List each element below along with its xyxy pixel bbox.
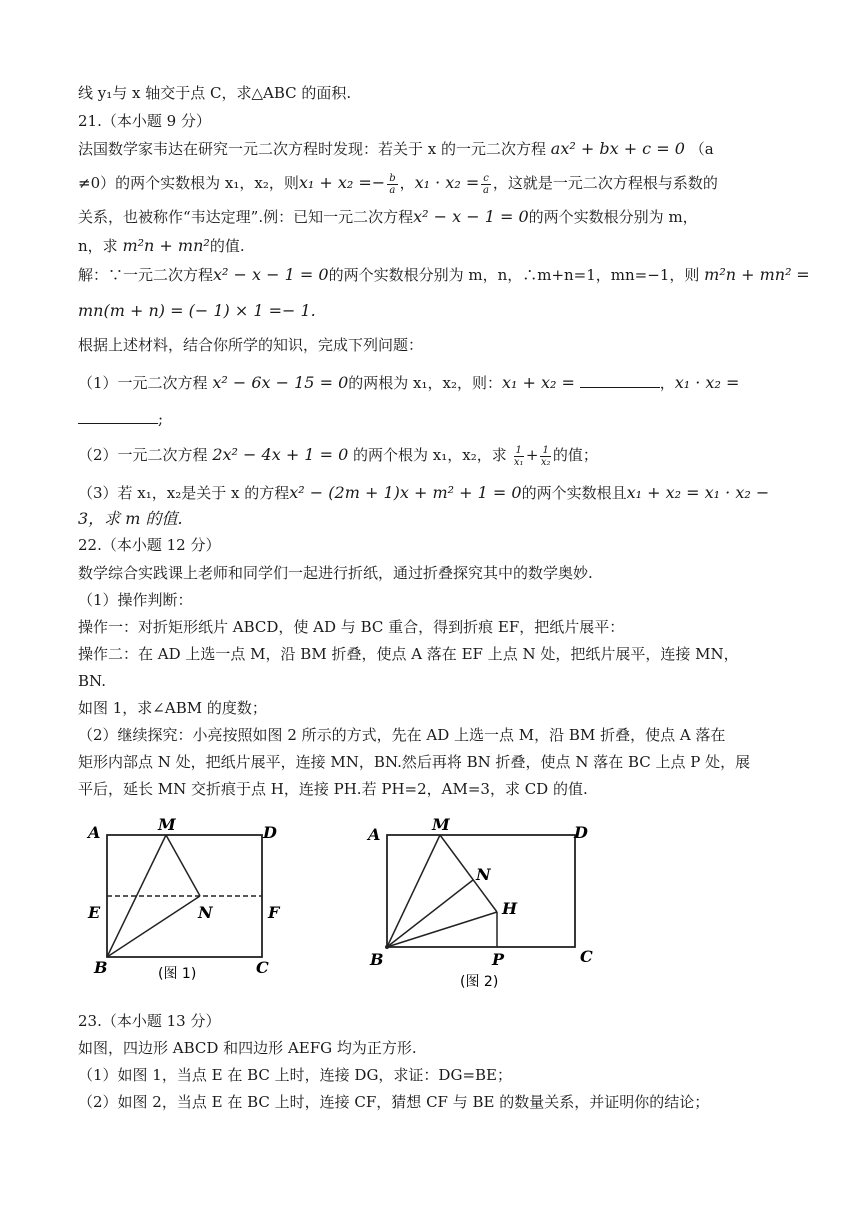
text-line: （2）继续探究：小亮按照如图 2 所示的方式，先在 AD 上选一点 M，沿 BM 折叠，使点 A 落在	[78, 726, 726, 744]
text-line: 3，求 m 的值.	[78, 509, 183, 528]
label-c: C	[256, 958, 269, 977]
segment-bn	[387, 880, 473, 947]
answer-blank[interactable]	[78, 409, 158, 424]
label-c: C	[580, 947, 593, 966]
text-line: 关系，也被称作“韦达定理”.例：已知一元二次方程x² − x − 1 = 0的两个实数根分别为 m，	[78, 207, 698, 226]
label-b: B	[370, 950, 384, 969]
text-line: （1）如图 1，当点 E 在 BC 上时，连接 DG，求证：DG=BE；	[78, 1066, 512, 1084]
question-22-heading: 22.（本小题 12 分）	[78, 536, 221, 554]
text-line: 数学综合实践课上老师和同学们一起进行折纸，通过折叠探究其中的数学奥妙.	[78, 564, 593, 582]
text-line: 如图，四边形 ABCD 和四边形 AEFG 均为正方形.	[78, 1039, 417, 1057]
question-23-heading: 23.（本小题 13 分）	[78, 1012, 221, 1030]
text-line: 矩形内部点 N 处，把纸片展平，连接 MN，BN.然后再将 BN 折叠，使点 N 落在 BC 上点 P 处，展	[78, 753, 751, 771]
text-line: 操作一：对折矩形纸片 ABCD，使 AD 与 BC 重合，得到折痕 EF，把纸片展平：	[78, 618, 625, 636]
label-n: N	[198, 903, 213, 922]
label-a: A	[88, 823, 101, 842]
label-n: N	[476, 865, 491, 884]
text-line: 如图 1，求∠ABM 的度数；	[78, 699, 267, 717]
text-line: 根据上述材料，结合你所学的知识，完成下列问题：	[78, 336, 424, 354]
text-line: BN.	[78, 672, 106, 690]
text-line: ≠0）的两个实数根为 x₁，x₂，则x₁ + x₂ =− $\frac{b}{a}$ ，x₁ · x₂ = $\frac{c}{a}$ ，这就是一元二次方程根与系数的	[78, 172, 718, 196]
answer-blank[interactable]	[580, 373, 660, 388]
figure-2	[360, 810, 610, 995]
text-line: mn(m + n) = (− 1) × 1 =− 1.	[78, 301, 316, 320]
segment-mn	[166, 835, 200, 896]
text-line: n，求 m²n + mn²的值.	[78, 236, 245, 255]
label-e: E	[88, 903, 101, 922]
question-21-heading: 21.（本小题 9 分）	[78, 112, 211, 130]
segment-bh	[387, 912, 497, 947]
label-d: D	[263, 823, 277, 842]
text-line: （2）如图 2，当点 E 在 BC 上时，连接 CF，猜想 CF 与 BE 的数量关系，并证明你的结论；	[78, 1093, 710, 1111]
text-line: （3）若 x₁，x₂是关于 x 的方程x² − (2m + 1)x + m² + 1 = 0的两个实数根且x₁ + x₂ = x₁ · x₂ −	[78, 483, 770, 502]
point-b	[385, 945, 389, 949]
label-m: M	[432, 815, 450, 834]
label-d: D	[574, 823, 588, 842]
text-line: 线 y₁与 x 轴交于点 C，求△ABC 的面积.	[78, 84, 352, 102]
text-line: 操作二：在 AD 上选一点 M，沿 BM 折叠，使点 A 落在 EF 上点 N 处，把纸片展平，连接 MN，	[78, 645, 739, 663]
label-a: A	[368, 825, 381, 844]
label-b: B	[94, 958, 108, 977]
text-line: 法国数学家韦达在研究一元二次方程时发现：若关于 x 的一元二次方程 ax² + bx + c = 0 （a	[78, 139, 714, 158]
figure-2-caption: (图 2)	[460, 974, 499, 990]
text-line: （1）一元二次方程 x² − 6x − 15 = 0的两根为 x₁，x₂，则：x₁ + x₂ = ，x₁ · x₂ =	[78, 373, 740, 392]
text-line: 平后，延长 MN 交折痕于点 H，连接 PH.若 PH=2，AM=3，求 CD 的值.	[78, 780, 588, 798]
text-line: （2）一元二次方程 2x² − 4x + 1 = 0 的两个根为 x₁，x₂，求 $\frac{1}{\text{x₁}}$ + $\frac{1}{\text{x₂}}$ 的值；	[78, 444, 598, 468]
label-p: P	[492, 950, 505, 969]
label-f: F	[268, 903, 280, 922]
label-m: M	[158, 815, 176, 834]
segment-bm	[387, 835, 440, 947]
label-h: H	[502, 899, 518, 918]
figure-1-caption: (图 1)	[158, 966, 197, 982]
figure-1	[80, 810, 300, 990]
text-line: （1）操作判断：	[78, 591, 193, 609]
text-line: ;	[78, 408, 163, 430]
text-line: 解：∵一元二次方程x² − x − 1 = 0的两个实数根分别为 m，n，∴m+n=1，mn=−1，则 m²n + mn² =	[78, 265, 810, 284]
